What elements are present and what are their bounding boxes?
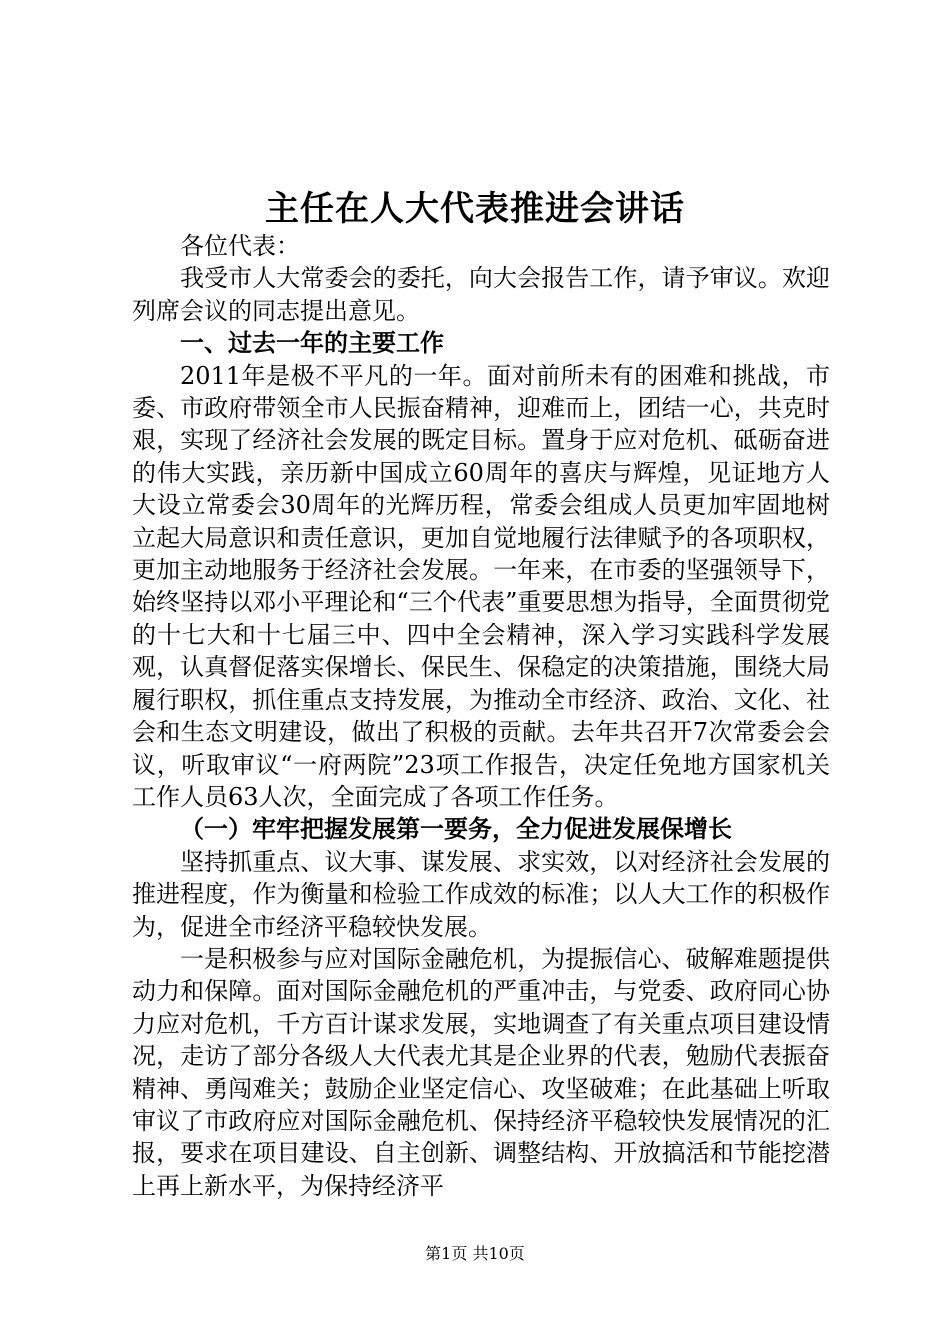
body-paragraph: 一是积极参与应对国际金融危机，为提振信心、破解难题提供动力和保障。面对国际金融危机的严重冲击，与党委、政府同心协力应对危机，千方百计谋求发展，实地调查了有关重点项目建设情况，走访了部分各级人大代表尤其是企业界的代表，勉励代表振奋精神、勇闯难关；鼓励企业坚定信心、攻坚破难；在此基础上听取审议了市政府应对国际金融危机、保持经济平稳较快发展情况的汇报，要求在项目建设、自主创新、调整结构、开放搞活和节能挖潜上再上新水平，为保持经济平 — [132, 944, 830, 1200]
page-footer: 第1页 共10页 — [425, 1244, 525, 1263]
document-title: 主任在人大代表推进会讲话 — [265, 189, 685, 229]
subsection-heading: （一）牢牢把握发展第一要务，全力促进发展保增长 — [180, 814, 732, 844]
document-body — [132, 230, 830, 1202]
body-paragraph: 坚持抓重点、议大事、谋发展、求实效，以对经济社会发展的推进程度，作为衡量和检验工作成效的标准；以人大工作的积极作为，促进全市经济平稳较快发展。 — [132, 847, 830, 941]
intro-paragraph: 我受市人大常委会的委托，向大会报告工作，请予审议。欢迎列席会议的同志提出意见。 — [132, 264, 830, 325]
body-paragraph: 2011年是极不平凡的一年。面对前所未有的困难和挑战，市委、市政府带领全市人民振奋精神，迎难而上，团结一心，共克时艰，实现了经济社会发展的既定目标。置身于应对危机、砥砺奋进的伟大实践，亲历新中国成立60周年的喜庆与辉煌，见证地方人大设立常委会30周年的光辉历程，常委会组成人员更加牢固地树立起大局意识和责任意识，更加自觉地履行法律赋予的各项职权，更加主动地服务于经济社会发展。一年来，在市委的坚强领导下，始终坚持以邓小平理论和“三个代表”重要思想为指导，全面贯彻党的十七大和十七届三中、四中全会精神，深入学习实践科学发展观，认真督促落实保增长、保民生、保稳定的决策措施，围绕大局履行职权，抓住重点支持发展，为推动全市经济、政治、文化、社会和生态文明建设，做出了积极的贡献。去年共召开7次常委会会议，听取审议“一府两院”23项工作报告，决定任免地方国家机关工作人员63人次，全面完成了各项工作任务。 — [132, 361, 830, 811]
section-heading: 一、过去一年的主要工作 — [180, 328, 444, 358]
salutation: 各位代表： — [180, 232, 300, 260]
